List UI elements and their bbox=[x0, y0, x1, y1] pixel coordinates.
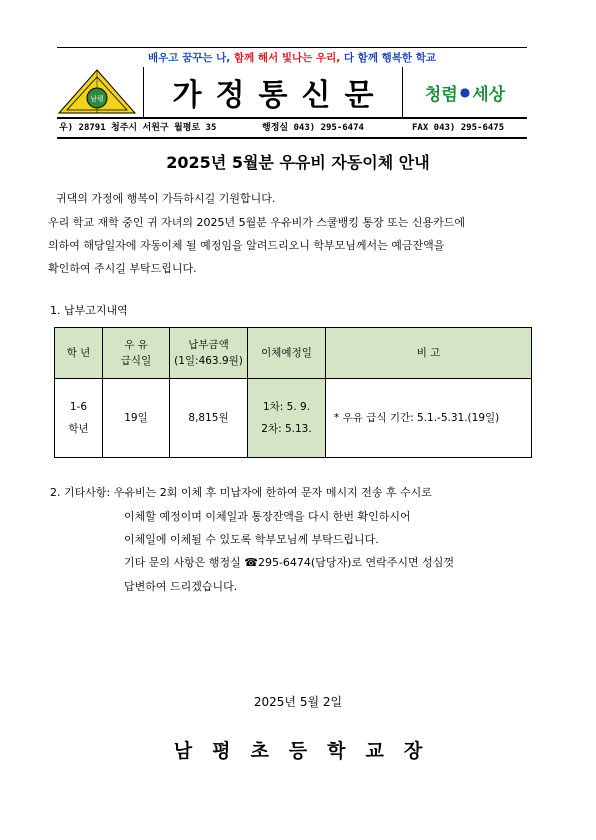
col-header-amount: 납부금액 (1일:463.9원) bbox=[170, 328, 248, 379]
brand-text-1: 청렴 bbox=[424, 84, 458, 105]
table-row bbox=[55, 379, 532, 458]
slogan-part-3: 다 함께 행복한 학교 bbox=[343, 52, 436, 64]
cell-transfer-date: 1차: 5. 9. 2차: 5.13. bbox=[248, 379, 326, 458]
slogan-part-2: 함께 해서 빛나는 우리, bbox=[233, 52, 344, 64]
issue-date: 2025년 5월 2일 bbox=[253, 695, 343, 709]
cell-meal-day: 19일 bbox=[103, 379, 170, 458]
body-line-3: 확인하여 주시길 부탁드립니다. bbox=[48, 262, 197, 275]
section-2-line-4: 기타 문의 사항은 행정실 ☎295-6474(담당자)로 연락주시면 성심껏 bbox=[124, 556, 454, 569]
office-phone: 행정실 043) 295-6474 bbox=[262, 123, 364, 133]
slogan-part-1: 배우고 꿈꾸는 나, bbox=[148, 52, 234, 64]
school-slogan bbox=[57, 47, 527, 68]
page-title: 가정통신문 bbox=[143, 67, 403, 117]
brand-mark-icon: ● bbox=[459, 85, 471, 99]
document-title: 2025년 5월분 우유비 자동이체 안내 bbox=[166, 153, 430, 172]
col-header-meal-day: 우 유 급식일 bbox=[103, 328, 170, 379]
cell-note: * 우유 급식 기간: 5.1.-5.31.(19일) bbox=[326, 379, 532, 458]
body-line-1: 우리 학교 재학 중인 귀 자녀의 2025년 5월분 우유비가 스쿨뱅킹 통장 또는 신용카드에 bbox=[48, 216, 465, 229]
section-2-line-2: 이체할 예정이며 이체일과 통장잔액을 다시 한번 확인하시어 bbox=[124, 510, 411, 523]
contact-bar bbox=[57, 117, 527, 139]
cell-grade: 1-6 학년 bbox=[55, 379, 103, 458]
cell-amount: 8,815원 bbox=[170, 379, 248, 458]
brand-logo bbox=[410, 74, 520, 110]
signer-name: 남평초등학교장 bbox=[173, 740, 443, 762]
postal-address: 우) 28791 청주시 서원구 월평로 35 bbox=[59, 123, 217, 133]
greeting: 귀댁의 가정에 행복이 가득하시길 기원합니다. bbox=[56, 192, 276, 205]
logo-text: 남평 bbox=[90, 95, 104, 103]
payment-table bbox=[54, 327, 532, 458]
school-logo-icon bbox=[57, 69, 137, 115]
section-2-line-3: 이체일에 이체될 수 있도록 학부모님께 부탁드립니다. bbox=[124, 533, 379, 546]
col-header-transfer-date: 이체예정일 bbox=[248, 328, 326, 379]
section-2-line-5: 답변하여 드리겠습니다. bbox=[124, 580, 238, 593]
brand-text-2: 세상 bbox=[472, 84, 506, 105]
col-header-grade: 학 년 bbox=[55, 328, 103, 379]
section-2-line-1: 2. 기타사항: 우유비는 2회 이체 후 미납자에 한하여 문자 메시지 전송 후 수시로 bbox=[50, 486, 432, 499]
section-1-heading: 1. 납부고지내역 bbox=[50, 304, 128, 317]
fax-number: FAX 043) 295-6475 bbox=[412, 123, 505, 133]
body-line-2: 의하여 해당일자에 자동이체 될 예정임을 알려드리오니 학부모님께서는 예금잔액을 bbox=[48, 239, 445, 252]
col-header-note: 비 고 bbox=[326, 328, 532, 379]
table-header-row bbox=[55, 328, 532, 379]
